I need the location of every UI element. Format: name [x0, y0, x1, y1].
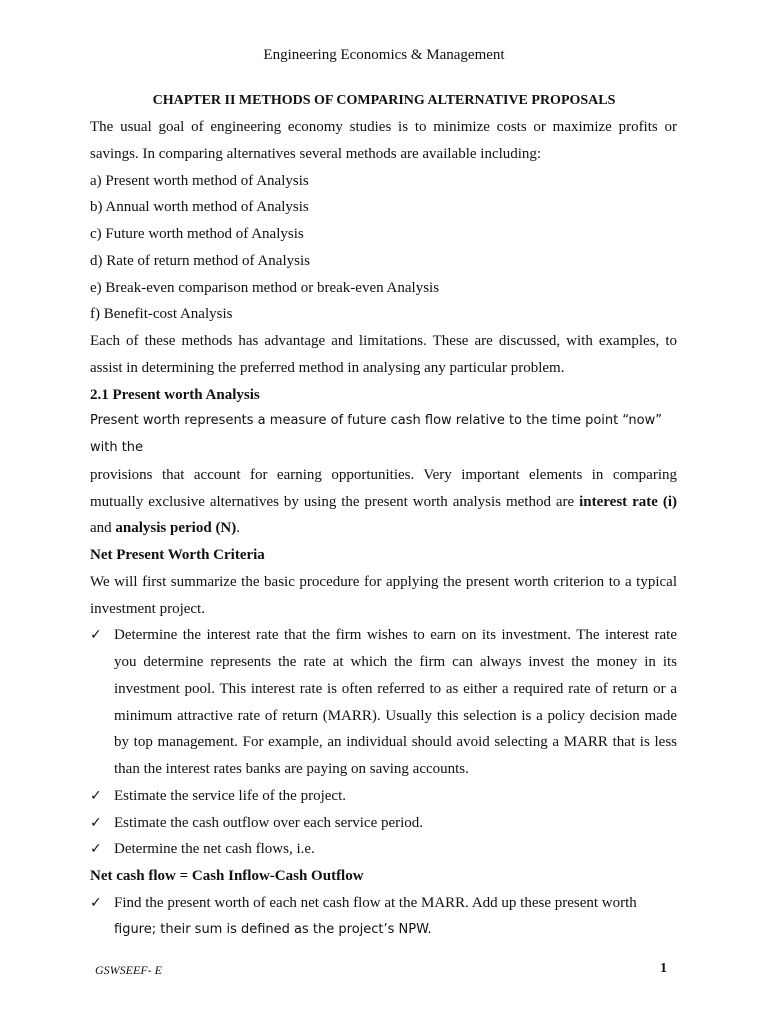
- present-worth-text: provisions that account for earning opportunities. Very important elements in comparing mutually exclusive alternatives by using the present worth analysis method are: [90, 466, 677, 510]
- present-worth-conjunction: and: [90, 520, 116, 537]
- methods-note: Each of these methods has advantage and limitations. These are discussed, with examples, to assist in determining the preferred method in analysing any particular problem.: [90, 333, 677, 376]
- npw-step-tail: figure; their sum is defined as the project’s NPW.: [114, 921, 432, 937]
- checkmark-icon: ✓: [90, 841, 102, 858]
- section-heading-npw-criteria: Net Present Worth Criteria: [90, 547, 265, 563]
- method-item-b: b) Annual worth method of Analysis: [90, 199, 309, 216]
- method-item-d: d) Rate of return method of Analysis: [90, 252, 310, 269]
- checkmark-icon: ✓: [90, 894, 102, 911]
- method-item-a: a) Present worth method of Analysis: [90, 172, 309, 189]
- document-body: [90, 114, 677, 943]
- npw-step-cash-outflow: [90, 810, 677, 837]
- method-item-c: c) Future worth method of Analysis: [90, 226, 304, 242]
- npw-step-text: Determine the interest rate that the firm wishes to earn on its investment. The interest rate you determine represents the rate at which the firm can always invest the money in its investment pool. This interest rate is often referred to as either a required rate of return or a minimum attractive rate of return (MARR). Usually this selection is a policy decision made by top management. For example, an individual should avoid selecting a MARR that is less than the interest rates banks are paying on saving accounts.: [114, 627, 677, 777]
- page-header: Engineering Economics & Management: [263, 47, 505, 63]
- npw-step-present-worth-sum: [90, 890, 677, 944]
- method-item-f: f) Benefit-cost Analysis: [90, 306, 233, 323]
- method-item-e: e) Break-even comparison method or break-even Analysis: [90, 279, 440, 296]
- npw-step-text: Estimate the cash outflow over each service period.: [114, 814, 424, 831]
- interest-rate-term: interest rate (i): [579, 493, 677, 510]
- footer-label: GSWSEEF- E: [95, 963, 162, 977]
- intro-paragraph: The usual goal of engineering economy studies is to minimize costs or maximize profits or savings. In comparing alternatives several methods are available including:: [90, 119, 677, 162]
- checkmark-icon: ✓: [90, 787, 102, 804]
- npw-intro-paragraph: We will first summarize the basic procedure for applying the present worth criterion to a typical investment project.: [90, 573, 677, 617]
- npw-step-service-life: [90, 783, 677, 810]
- present-worth-paragraph: [90, 462, 677, 542]
- npw-step-text: Estimate the service life of the project.: [114, 787, 346, 804]
- npw-step-interest-rate: [90, 622, 677, 783]
- checkmark-icon: ✓: [90, 627, 102, 644]
- section-heading-present-worth: 2.1 Present worth Analysis: [90, 386, 260, 403]
- page-number: 1: [660, 961, 667, 976]
- npw-step-net-cash-flows: [90, 836, 677, 863]
- checkmark-icon: ✓: [90, 814, 102, 831]
- chapter-title: CHAPTER II METHODS OF COMPARING ALTERNATIVE PROPOSALS: [152, 93, 616, 108]
- npw-step-text: Determine the net cash flows, i.e.: [114, 841, 315, 858]
- npw-step-text: Find the present worth of each net cash flow at the MARR. Add up these present worth: [114, 894, 637, 911]
- net-cash-flow-formula: Net cash flow = Cash Inflow-Cash Outflow: [90, 868, 364, 884]
- present-worth-period: .: [236, 520, 241, 537]
- present-worth-definition-line: Present worth represents a measure of future cash flow relative to the time point “now” with the: [90, 413, 662, 455]
- analysis-period-term: analysis period (N): [115, 520, 237, 537]
